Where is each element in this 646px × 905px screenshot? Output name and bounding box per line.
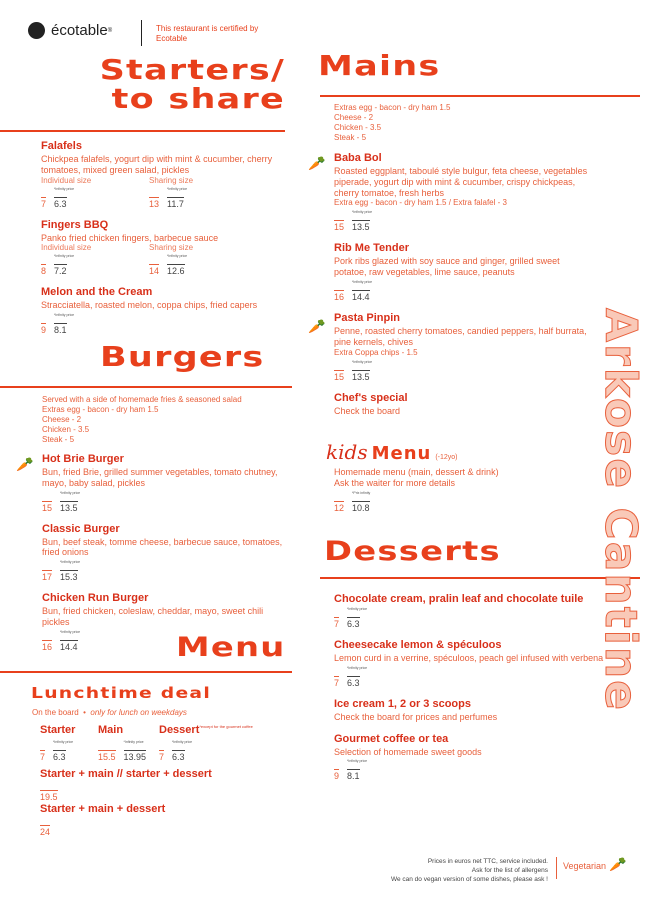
menu-item (41, 140, 291, 209)
menu-item: Chocolate cream, pralin leaf and chocolate tuile 7 *Infinity price 6.3 (334, 593, 584, 629)
burgers-note: Served with a side of homemade fries & seasoned salad Extras egg - bacon - dry ham 1.5 Cheese - 2 Chicken - 3.5 Steak - 5 (42, 395, 242, 444)
divider (320, 95, 640, 97)
brand-name: écotable (51, 22, 108, 39)
infinity-price: *Infinity price 7.2 (54, 254, 75, 277)
vegetarian-legend: Vegetarian (563, 861, 607, 871)
price: 7 (41, 198, 47, 209)
mains-extras: Extras egg - bacon - dry ham 1.5 Cheese - 2 Chicken - 3.5 Steak - 5 (334, 103, 451, 142)
lunch-title: Lunchtime deal (31, 684, 211, 702)
divider (141, 20, 142, 46)
footer-notes: Prices in euros net TTC, service included. Ask for the list of allergens We can do vegan version of some dishes, please ask ! (390, 858, 548, 883)
divider (0, 386, 292, 388)
starters-list (41, 140, 291, 345)
menu-item: Ice cream 1, 2 or 3 scoops Check the board for prices and perfumes (334, 697, 498, 722)
desserts-title: Desserts (324, 536, 501, 567)
burgers-title: Burgers (100, 340, 265, 373)
vegetarian-carrot-icon: 🥕 (609, 856, 627, 872)
lunch-subtitle: On the board • only for lunch on weekdays (32, 708, 187, 717)
mains-title: Mains (318, 49, 441, 82)
course: Starter 7 *Infinity price 6.3 (40, 724, 76, 762)
vegetarian-carrot-icon: 🥕 (308, 155, 326, 171)
certified-text: This restaurant is certified by Ecotable (156, 24, 259, 43)
item-name: Melon and the Cream (41, 286, 153, 299)
menu-item: Baba Bol Roasted eggplant, taboulé style bulgur, feta cheese, vegetables piperade, yogurt dip with mint & cucumber, crispy chickpeas, cherry tomatoe, fresh herbs Extra egg - bacon - dry ham 1.5 / Extra falafel - 3 15 *Infinity price 13.5 (334, 152, 588, 233)
infinity-price: *Infinity price 12.6 (167, 254, 188, 277)
price: 15 (42, 502, 53, 513)
item-name: Falafels (41, 140, 82, 152)
price: 17 (42, 572, 53, 583)
kids-info: Homemade menu (main, dessert & drink) Ask the waiter for more details 12 *Prix infinity 10.8 (334, 467, 499, 513)
combo: Starter + main // starter + dessert 19.5 (40, 768, 212, 802)
price: 16 (42, 641, 53, 652)
item-name: Fingers BBQ (41, 218, 109, 231)
divider (0, 671, 292, 673)
combo: Starter + main + dessert 24 (40, 803, 166, 837)
price: 8 (41, 266, 47, 277)
size-label: Individual size (41, 243, 92, 253)
menu-item: Gourmet coffee or tea Selection of homemade sweet goods 9 *Infinity price 8.1 (334, 732, 482, 782)
burgers-list (42, 453, 292, 662)
menu-item: Cheesecake lemon & spéculoos Lemon curd in a verrine, spéculoos, peach gel infused with verbena 7 *Infinity price 6.3 (334, 639, 604, 688)
infinity-price: *Infinity price 6.3 (54, 186, 75, 209)
infinity-price: *Infinity price 15.3 (60, 560, 81, 583)
ecotable-logo (28, 22, 112, 39)
vegetarian-carrot-icon: 🥕 (308, 318, 326, 334)
desserts-list (334, 593, 609, 791)
menu-item: Classic Burger Bun, beef steak, tomme cheese, barbecue sauce, tomatoes, fried onions 17 *Infinity price 15.3 (42, 522, 283, 583)
menu-item: Chef's special Check the board (334, 391, 408, 416)
price: 14 (149, 266, 160, 277)
kids-title: kids Menu (-12yo) (326, 440, 458, 464)
size-label: Sharing size (149, 175, 194, 185)
arkose-cantine-logo: Arkose Cantine (595, 308, 646, 712)
infinity-price: *Infinity price 8.1 (54, 313, 75, 336)
mains-list (334, 152, 594, 426)
infinity-price: *Infinity price 14.4 (60, 629, 81, 652)
starters-title: Starters/ to share (99, 53, 285, 116)
infinity-price: *Infinity price 11.7 (167, 186, 188, 209)
registered-mark: ® (107, 27, 113, 34)
menu-item (41, 286, 291, 335)
price: 13 (149, 198, 160, 209)
price: 9 (41, 325, 47, 336)
course: Main 15.5 *Infinity price 13.95 (98, 724, 147, 762)
menu-title: Menu (176, 632, 286, 663)
menu-item (41, 219, 291, 277)
size-label: Individual size (41, 175, 92, 185)
divider (0, 130, 285, 132)
menu-item: Hot Brie Burger Bun, fried Brie, grilled summer vegetables, tomato chutney, mayo, baby salad, pickles 15 *Infinity price 13.5 (42, 453, 278, 513)
divider (556, 857, 557, 879)
size-label: Sharing size (149, 243, 194, 253)
menu-item: Pasta Pinpin Penne, roasted cherry tomatoes, candied peppers, half burrata, pine kernels, chives Extra Coppa chips - 1.5 15 *Infinity price 13.5 (334, 311, 587, 382)
menu-item: Rib Me Tender Pork ribs glazed with soy sauce and ginger, grilled sweet potatoe, raw vegetables, lime sauce, peanuts 16 *Infinity price 14.4 (334, 242, 560, 302)
infinity-price: *Infinity price 13.5 (60, 490, 81, 513)
ecotable-globe-icon (28, 22, 45, 39)
menu-item: Chicken Run Burger Bun, fried chicken, coleslaw, cheddar, mayo, sweet chili pickles 16 *Infinity price 14.4 (42, 592, 264, 652)
course: Dessert$^{*except for the gourmet coffee}$ 7 *Infinity price 6.3 (159, 724, 253, 762)
divider (320, 577, 640, 579)
item-desc: Stracciatella, roasted melon, coppa chips, fried capers (41, 300, 258, 311)
lunch-courses (40, 724, 253, 762)
vegetarian-carrot-icon: 🥕 (16, 456, 34, 472)
item-desc: Panko fried chicken fingers, barbecue sauce (41, 232, 219, 243)
item-desc: Chickpea falafels, yogurt dip with mint & cucumber, cherry tomatoes, mixed green salad, pickles (41, 154, 273, 175)
